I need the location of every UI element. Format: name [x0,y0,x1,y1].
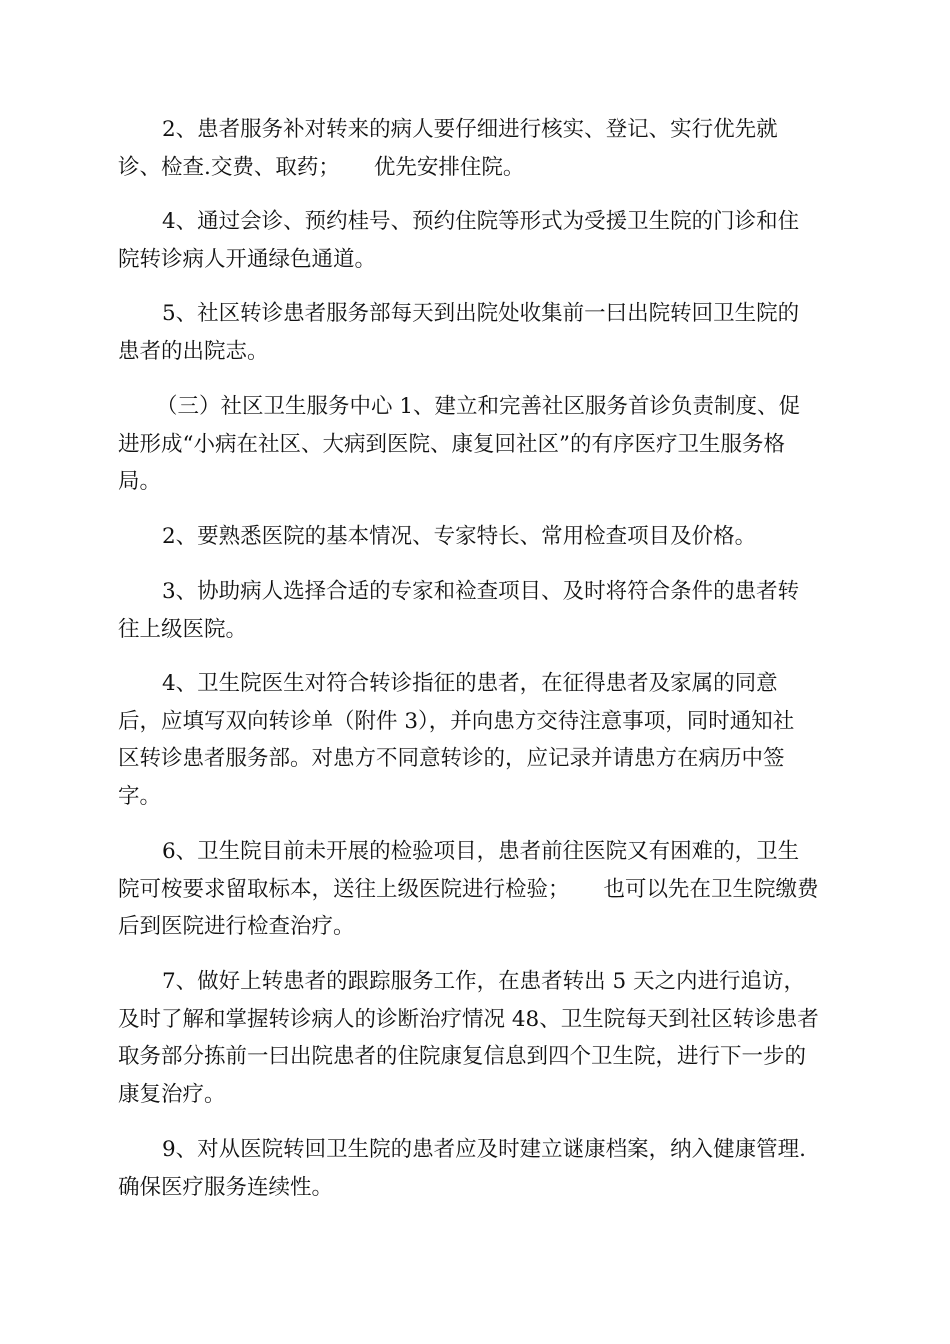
paragraph-line: 后，应填写双向转诊单（附件 3），并向患方交待注意事项，同时通知社 [118,708,795,734]
paragraph-line [118,149,840,187]
paragraph-line: 6、卫生院目前未开展的检验项目，患者前往医院又有困难的，卫生 [162,839,800,864]
paragraph-line-segment: 优先安排住院。 [373,154,525,180]
paragraph-line: 院转诊病人开通绿色通道。 [118,246,377,272]
paragraph-line: 往上级医院。 [118,616,248,642]
paragraph-patient-service [118,111,840,186]
paragraph-line: 取务部分拣前一曰出院患者的住院康复信息到四个卫生院，进行下一步的 [118,1044,807,1069]
paragraph-line: 2、患者服务补对转来的病人要仔细进行核实、登记、实行优先就 [162,117,778,142]
paragraph-line: 局。 [118,469,162,494]
paragraph-line-segment: 诊、检查.交费、取药； [118,154,340,180]
paragraph-line: 区转诊患者服务部。对患方不同意转诊的，应记录并请患方在病历中签 [118,746,785,771]
paragraph-line: 后到医院进行检查治疗。 [118,914,355,939]
paragraph-assist-patients [118,573,840,648]
paragraph-community-center [118,388,840,501]
paragraph-line: （三）社区卫生服务中心 1、建立和完善社区服务首诊负责制度、促 [156,394,801,419]
paragraph-line [118,871,840,909]
paragraph-line: 及时了解和掌握转诊病人的诊断治疗情况 48、卫生院每天到社区转诊患者 [118,1006,819,1032]
paragraph-line-segment: 也可以先在卫生院缴费 [603,876,819,902]
paragraph-green-channel [118,203,840,278]
paragraph-line: 2、要熟悉医院的基本情况、专家特长、常用检查项目及价格。 [162,524,757,549]
paragraph-line: 3、协助病人选择合适的专家和裣查项目、及时将符合条件的患者转 [162,579,800,604]
paragraph-referral-form [118,665,840,815]
paragraph-line: 进形成“小病在社区、大病到医院、康复回社区”的有序医疗卫生服务格 [118,431,785,457]
paragraph-line: 7、做好上转患者的跟踪服务工作，在患者转出 5 天之内进行追访， [162,969,806,994]
paragraph-health-records [118,1131,840,1206]
paragraph-line: 5、社区转诊患者服务部每天到出院处收集前一曰出院转回卫生院的 [162,301,800,326]
paragraph-line: 4、卫生院医生对符合转诊指征的患者，在征得患者及家属的同意 [162,671,778,696]
paragraph-follow-up [118,963,840,1113]
paragraph-line: 4、通过会诊、预约桂号、预约住院等形式为受援卫生院的门诊和住 [162,209,800,234]
paragraph-line-segment: 院可桉要求留取标本，送往上级医院进行检验； [118,876,570,902]
paragraph-line: 康复治疗。 [118,1081,226,1107]
paragraph-specimen-collection [118,833,840,946]
paragraph-hospital-familiarity [118,518,840,556]
paragraph-line: 9、对从医院转回卫生院的患者应及时建立谜康档案，纳入健康管理. [162,1137,807,1162]
paragraph-line: 字。 [118,783,162,809]
paragraph-line: 患者的出院志。 [118,338,269,364]
paragraph-discharge-records [118,295,840,370]
paragraph-line: 确保医疗服务连续性。 [118,1174,334,1200]
